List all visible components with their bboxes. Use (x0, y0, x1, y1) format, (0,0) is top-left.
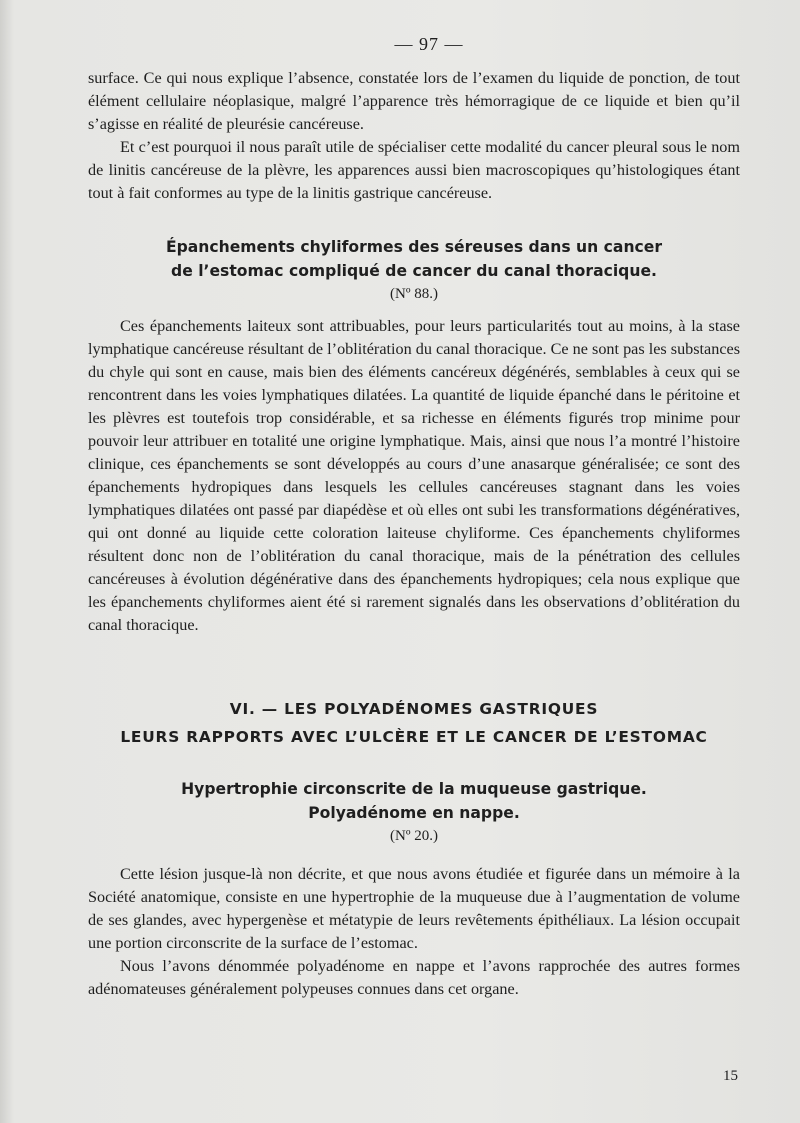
chapter-heading (88, 695, 740, 751)
intro-paragraph-1: surface. Ce qui nous explique l’absence, constatée lors de l’examen du liquide de ponction, de tout élément cellulaire néoplasique, malgré l’apparence très hémorragique de ce liquide et bien qu’il s’agisse en réalité de pleurésie cancéreuse. (88, 69, 740, 133)
section-title-polyadenome (88, 777, 740, 825)
section-title-line-1: Épanchements chyliformes des séreuses dans un cancer (165, 238, 663, 256)
section-title-line-2: de l’estomac compliqué de cancer du canal thoracique. (171, 262, 657, 280)
section-title-chyliform (88, 235, 740, 283)
section-reference: (Nº 88.) (390, 286, 438, 302)
section-title-line-2: Polyadénome en nappe. (308, 804, 520, 822)
section-reference: (Nº 20.) (390, 828, 438, 844)
page-content (88, 34, 740, 1001)
signature-mark: 15 (723, 1068, 738, 1084)
intro-paragraph-2: Et c’est pourquoi il nous paraît utile de spécialiser cette modalité du cancer pleural sous le nom de linitis cancéreuse de la plèvre, les apparences aussi bien macroscopiques qu’histologiques étant tout à fait conformes au type de la linitis gastrique cancéreuse. (88, 138, 740, 202)
chapter-heading-line-1: VI. — LES POLYADÉNOMES GASTRIQUES (229, 700, 599, 718)
chapter-heading-line-2: LEURS RAPPORTS AVEC L’ULCÈRE ET LE CANCER DE L’ESTOMAC (120, 728, 708, 746)
section-title-line-1: Hypertrophie circonscrite de la muqueuse gastrique. (181, 780, 647, 798)
polyadenome-paragraph-1: Cette lésion jusque-là non décrite, et que nous avons étudiée et figurée dans un mémoire à la Société anatomique, consiste en une hypertrophie de la muqueuse due à l’augmentation de volume de ses glandes, avec hypergenèse et métatypie de leurs revêtements épithéliaux. La lésion occupait une portion circonscrite de la surface de l’estomac. (88, 865, 740, 952)
polyadenome-paragraph-2: Nous l’avons dénommée polyadénome en nappe et l’avons rapprochée des autres formes adénomateuses généralement polypeuses connues dans cet organe. (88, 957, 740, 998)
page-number: — 97 — (394, 34, 464, 54)
chyliform-paragraph: Ces épanchements laiteux sont attribuables, pour leurs particularités tout au moins, à la stase lymphatique cancéreuse résultant de l’oblitération du canal thoracique. Ce ne sont pas les substances du chyle qui sont en cause, mais bien des éléments cancéreux dégénérés, semblables à ceux qui se rencontrent dans les voies lymphatiques dilatées. La quantité de liquide épanché dans le péritoine et les plèvres est toutefois trop considérable, et sa richesse en éléments figurés trop minime pour pouvoir leur attribuer en totalité une origine lymphatique. Mais, ainsi que nous l’a montré l’histoire clinique, ces épanchements se sont développés au cours d’une anasarque généralisée; ce sont des épanchements hydropiques dans lesquels les cellules cancéreuses stagnant dans les voies lymphatiques dilatées ont passé par diapédèse et où elles ont subi les transformations dégénératives, qui ont donné au liquide cette coloration laiteuse chyliforme. Ces épanchements chyliformes résultent donc non de l’oblitération du canal thoracique, mais de la pénétration des cellules cancéreuses à évolution dégénérative dans des épanchements hydropiques; cela nous explique que les épanchements chyliformes aient été si rarement signalés dans les observations d’oblitération du canal thoracique. (88, 317, 740, 634)
